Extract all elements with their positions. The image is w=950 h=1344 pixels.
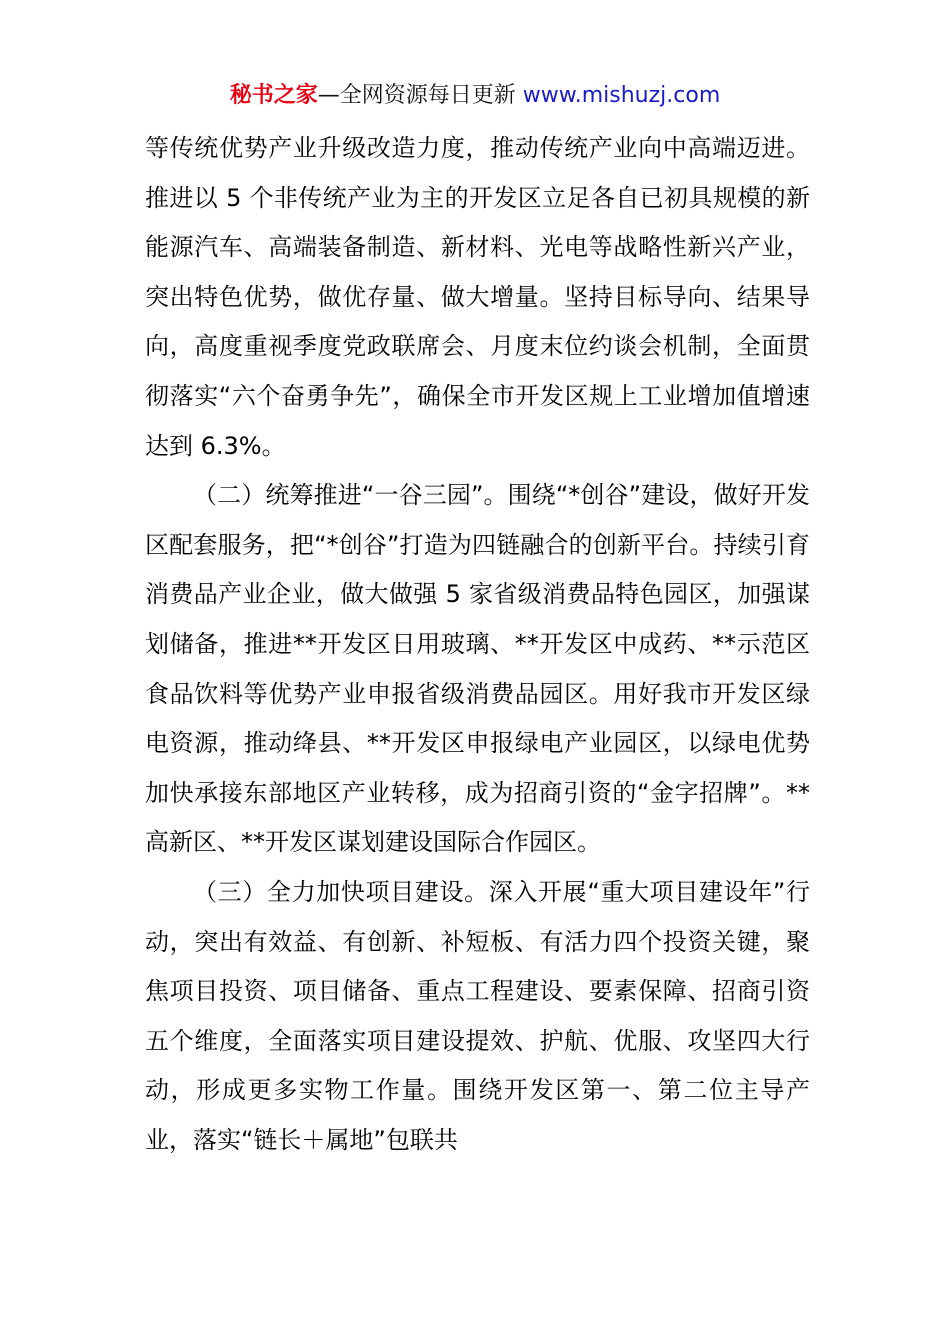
document-body: [145, 124, 810, 1165]
site-header: [0, 80, 950, 112]
paragraph-section-2: （二）统筹推进“一谷三园”。围绕“*创谷”建设，做好开发区配套服务，把“*创谷”打造为四链融合的创新平台。持续引育消费品产业企业，做大做强 5 家省级消费品特色园区，加强谋划储备，推进**开发区日用玻璃、**开发区中成药、**示范区食品饮料等优势产业申报省级消费品园区。用好我市开发区绿电资源，推动绛县、**开发区申报绿电产业园区，以绿电优势加快承接东部地区产业转移，成为招商引资的“金字招牌”。**高新区、**开发区谋划建设国际合作园区。: [145, 481, 810, 857]
header-tagline: —全网资源每日更新: [317, 83, 523, 108]
paragraph-continuation: 等传统优势产业升级改造力度，推动传统产业向中高端迈进。推进以 5 个非传统产业为主的开发区立足各自已初具规模的新能源汽车、高端装备制造、新材料、光电等战略性新兴产业，突出特色优势，做优存量、做大增量。坚持目标导向、结果导向，高度重视季度党政联席会、月度末位约谈会机制，全面贯彻落实“六个奋勇争先”，确保全市开发区规上工业增加值增速达到 6.3%。: [145, 134, 810, 460]
header-url-link[interactable]: www.mishuzj.com: [522, 83, 721, 108]
header-brand: 秘书之家: [229, 83, 318, 108]
paragraph-section-3: （三）全力加快项目建设。深入开展“重大项目建设年”行动，突出有效益、有创新、补短板、有活力四个投资关键，聚焦项目投资、项目储备、重点工程建设、要素保障、招商引资五个维度，全面落实项目建设提效、护航、优服、攻坚四大行动，形成更多实物工作量。围绕开发区第一、第二位主导产业，落实“链长＋属地”包联共: [145, 877, 810, 1154]
